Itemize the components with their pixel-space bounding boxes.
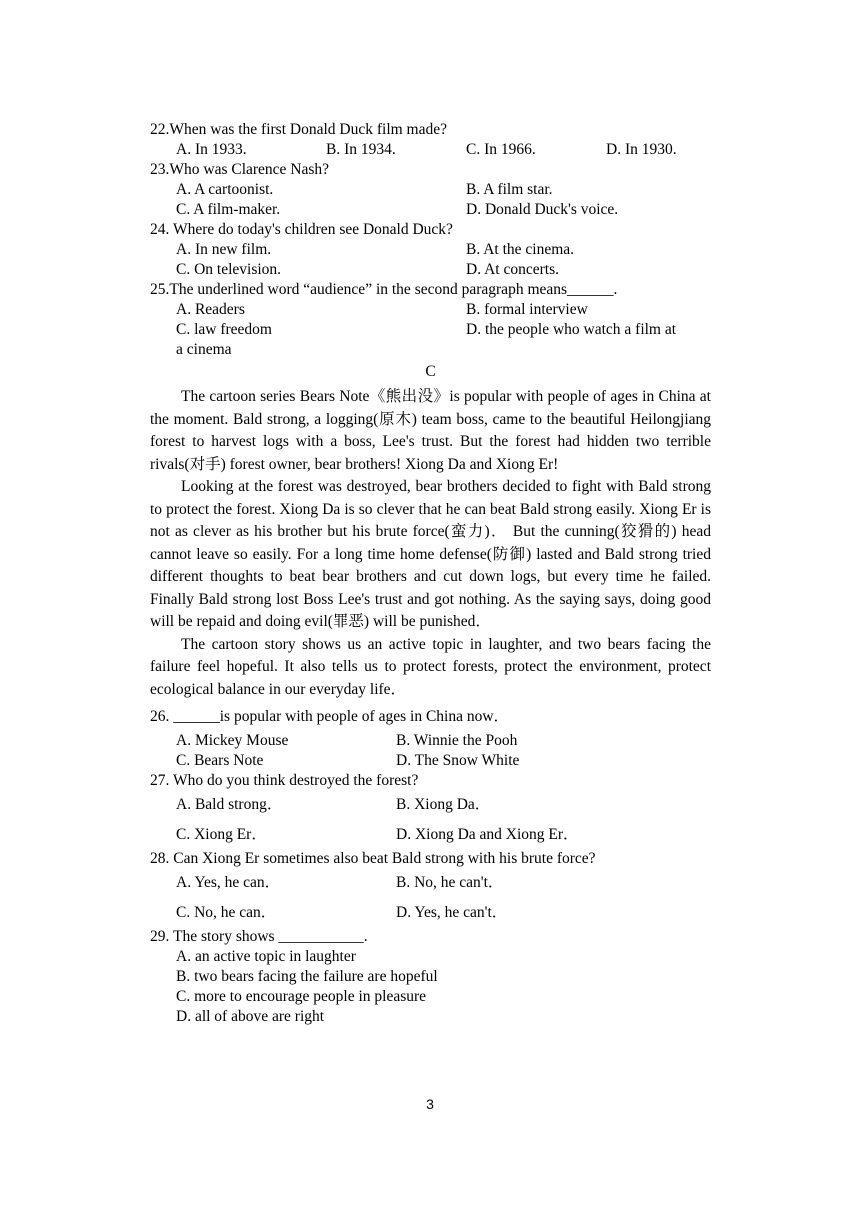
option: A. In new film. [176,241,272,258]
option: B. two bears facing the failure are hopeful [176,968,438,985]
page-number: 3 [426,1096,434,1112]
option: D. In 1930. [606,141,677,158]
question-28-options [150,873,711,923]
option: A. A cartoonist. [176,181,274,198]
question-26-options [150,731,711,771]
question-29-options [150,947,711,1027]
exam-page [150,120,711,1027]
question-29: 29. The story shows ___________. [150,928,368,945]
question-23-options [150,180,711,220]
option-continuation: a cinema [176,341,232,358]
question-27-options [150,795,711,845]
question-27: 27. Who do you think destroyed the forest? [150,772,419,789]
option: C. No, he can． [176,904,277,921]
question-28: 28. Can Xiong Er sometimes also beat Bald strong with his brute force? [150,850,596,867]
option: B. Xiong Da． [396,796,491,813]
question-24-options [150,240,711,280]
option: D. At concerts. [466,261,559,278]
question-22: 22.When was the first Donald Duck film made? [150,121,447,138]
question-25: 25.The underlined word “audience” in the second paragraph means______. [150,281,618,298]
option: A. Bald strong． [176,796,283,813]
question-24: 24. Where do today's children see Donald Duck? [150,221,453,238]
option: D. Donald Duck's voice. [466,201,619,218]
option: C. A film-maker. [176,201,281,218]
question-22-options [150,140,711,160]
option: A. an active topic in laughter [176,948,356,965]
option: A. Mickey Mouse [176,732,289,749]
option: C. law freedom [176,321,272,338]
option: B. At the cinema. [466,241,575,258]
option: C. On television. [176,261,282,278]
option: B. A film star. [466,181,553,198]
question-26: 26. ______is popular with people of ages in China now． [150,708,510,725]
passage-paragraph: The cartoon story shows us an active topic in laughter, and two bears facing the failure feel hopeful. It also tells us to protect forests, protect the environment, protect ecological balance in our everyday life． [150,635,711,698]
section-heading: C [425,363,436,380]
option: C. In 1966. [466,141,536,158]
option: D. Yes, he can't． [396,904,508,921]
option: C. more to encourage people in pleasure [176,988,427,1005]
question-23: 23.Who was Clarence Nash? [150,161,330,178]
option: B. In 1934. [326,141,396,158]
option: D. the people who watch a film at [466,321,677,338]
option: D. The Snow White [396,752,520,769]
question-25-options [150,300,711,340]
option: A. Yes, he can． [176,874,281,891]
option: B. formal interview [466,301,588,318]
option: C. Xiong Er． [176,826,267,843]
option: B. No, he can't． [396,874,504,891]
option: D. all of above are right [176,1008,325,1025]
passage-paragraph: The cartoon series Bears Note《熊出没》is popular with people of ages in China at the moment. Bald strong, a logging(原木) team boss, came to the beautiful Heilongjiang forest to harvest logs with a boss, Lee's trust. But the forest had hidden two terrible rivals(对手) forest owner, bear brothers! Xiong Da and Xiong Er! [150,388,711,473]
option: C. Bears Note [176,752,264,769]
option: D. Xiong Da and Xiong Er． [396,826,579,843]
option: A. In 1933. [176,141,247,158]
option: A. Readers [176,301,245,318]
passage-paragraph: Looking at the forest was destroyed, bear brothers decided to fight with Bald strong to protect the forest. Xiong Da is so clever that he can beat Bald strong easily. Xiong Er is not as clever as his brother but his brute force(蛮力)． But the cunning(狡猾的) head cannot leave so easily. For a long time home defense(防御) lasted and Bald strong tried different thoughts to beat bear brothers and cut down logs, but every time he failed. Finally Bald strong lost Boss Lee's trust and got nothing. As the saying says, doing good will be repaid and doing evil(罪恶) will be punished． [150,478,711,630]
option: B. Winnie the Pooh [396,732,518,749]
